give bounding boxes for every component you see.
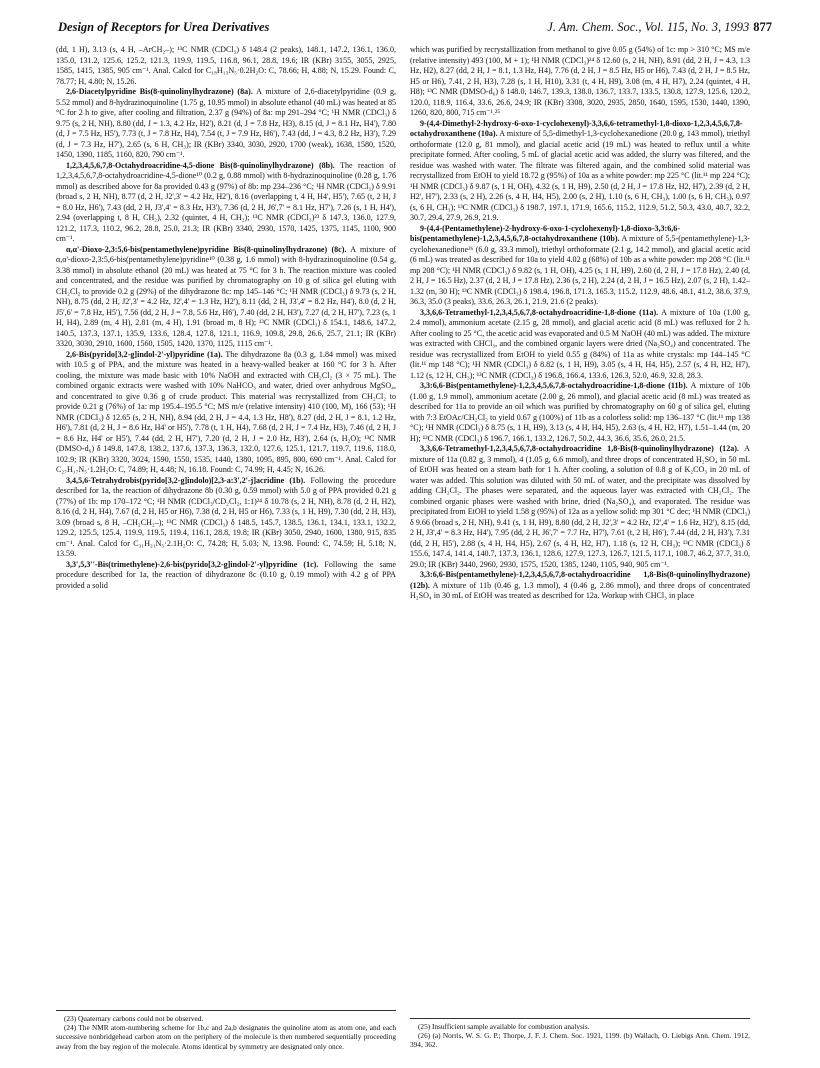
paragraph-body: A mixture of 11a (0.82 g, 3 mmol), 4 (1.05 g, 6.6 mmol), and three drops of concentrated H₂SO₄ in 50 mL of EtOH was heated on a steam bath for 1 h. After cooling, a solution of 0.8 g of K₂CO₃ in 20 mL of water was added. This solution was diluted with 50 mL of water, and the precipitate was dissolved by adding CH₂Cl₂. The phases were separated, and the aqueous layer was extracted with CH₂Cl₂. The combined organic phases were washed with brine, dried (Na₂SO₄), and evaporated. The residue was precipitated from EtOH to yield 1.58 g (95%) of 12a as a yellow solid: mp 301 °C dec; ¹H NMR (CDCl₃) δ 9.66 (broad s, 2 H, NH), 9.41 (s, 1 H, H9), 8.80 (dd, 2 H, J2',3' = 4.2 Hz, J2',4' = 1.6 Hz, H2'), 8.15 (dd, 2 H, J3',4' = 8.3 Hz, H4'), 7.95 (dd, 2 H, J6',7' = 7.7 Hz, H7'), 7.61 (t, 2 H, H6'), 7.44 (dd, 2 H, H3'), 7.31 (dd, 2 H, H5'), 2.88 (s, 4 H, H4, H5), 2.67 (s, 4 H, H2, H7), 1.18 (s, 12 H, CH₃); ¹³C NMR (CDCl₃) δ 155.6, 147.4, 141.4, 140.7, 137.3, 136.1, 128.6, 127.9, 127.3, 126.7, 121.5, 117.1, 108.7, 46.2, 37.7, 31.0, 29.0; IR (KBr) 3440, 2960, 2930, 1575, 1520, 1385, 1240, 1105, 940, 905 cm⁻¹. bbox=[410, 444, 750, 569]
paragraph bbox=[56, 87, 396, 161]
paragraph-body: A mixture of 10b (1.00 g, 1.9 mmol), ammonium acetate (2.00 g, 26 mmol), and glacial acetic acid (8 mL) was treated as described for 11a to provide an oil which was purified by chromatography on 60 g of silica gel, eluting with 7:3 EtOAc/CH₂Cl₂ to yield 0.67 g (100%) of 11b as a colorless solid: mp 136–137 °C (lit.¹¹ mp 138 °C); ¹H NMR (CDCl₃) δ 8.75 (s, 1 H, H9), 3.13 (s, 4 H, H4, H5), 2.63 (s, 4 H, H2, H7), 1.51–1.44 (m, 20 H); ¹³C NMR (CDCl₃) δ 196.7, 166.1, 133.2, 126.7, 50.2, 44.3, 36.6, 35.6, 26.0, 21.5. bbox=[410, 381, 750, 443]
left-column bbox=[56, 45, 396, 1007]
compound-heading: 3,3,6,6-Tetramethyl-1,2,3,4,5,6,7,8-octahydroacridine-1,8-dione (11a). bbox=[420, 307, 659, 317]
compound-heading: 3,3,6,6-Tetramethyl-1,2,3,4,5,6,7,8-octahydroacridine 1,8-Bis(8-quinolinylhydrazone) (12a). bbox=[420, 444, 739, 453]
paragraph bbox=[56, 245, 396, 350]
paragraph-body: Following the same procedure described for 1a, the reaction of dihydrazone 8c (0.10 g, 0.19 mmol) with 4.2 g of PPA provided a solid bbox=[56, 559, 396, 590]
paragraph: (dd, 1 H), 3.13 (s, 4 H, –ArCH₂–); ¹³C NMR (CDCl₃) δ 148.4 (2 peaks), 148.1, 147.2, 136.1, 136.0, 135.0, 131.2, 125.6, 125.2, 121.3, 119.9, 119.5, 116.8, 96.1, 28.8, 19.6; IR (KBr) 3155, 3055, 2925, 1585, 1415, 1385, 905 cm⁻¹. Anal. Calcd for C₁₈H₁₃N₅·0.2H₂O: C, 78.66; H, 4.88; N, 15.29. Found: C, 78.77; H, 4.80; N, 15.26. bbox=[56, 45, 396, 86]
paragraph bbox=[410, 570, 750, 602]
paragraph-body: A mixture of 10a (1.00 g, 2.4 mmol), ammonium acetate (2.15 g, 28 mmol), and glacial acetic acid (8 mL) was refluxed for 2 h. After cooling to 25 °C, the acetic acid was evaporated and 0.5 M NaOH (40 mL) was added. The mixture was extracted with CHCl₃, and the combined organic layers were dried (Na₂SO₄) and concentrated. The residue was recrystallized from EtOH to yield 0.55 g (84%) of 11a as white crystals: mp 144–145 °C (lit.¹¹ mp 148 °C); ¹H NMR (CDCl₃) δ 8.82 (s, 1 H, H9), 3.05 (s, 4 H, H4, H5), 2.57 (s, 4 H, H2, H7), 1.12 (s, 12 H, CH₃); ¹³C NMR (CDCl₃) δ 196.8, 166.4, 133.6, 126.3, 52.0, 46.9, 32.8, 28.3. bbox=[410, 307, 751, 380]
compound-heading: 1,2,3,4,5,6,7,8-Octahydroacridine-4,5-dione Bis(8-quinolinylhydrazone) (8b). bbox=[66, 160, 335, 170]
compound-heading: 2,6-Diacetylpyridine Bis(8-quinolinylhydrazone) (8a). bbox=[66, 87, 253, 96]
compound-heading: 9-(4,4-Dimethyl-2-hydroxy-6-oxo-1-cyclohexenyl)-3,3,6,6-tetramethyl-1,8-dioxo-1,2,3,4,5,6,7,8-octahydroxanthene (10a). bbox=[410, 118, 743, 138]
footnote: (23) Quaternary carbons could not be observed. bbox=[64, 1014, 204, 1023]
footnote: (26) (a) Norris, W. S. G. P.; Thorpe, J. F. J. Chem. Soc. 1921, 1199. (b) Wallach, O. Liebigs Ann. Chem. 1912, 394, 362. bbox=[410, 1031, 750, 1050]
compound-heading: 3,3:6,6-Bis(pentamethylene)-1,2,3,4,5,6,7,8-octahydroacridine 1,8-Bis(8-quinolinylhydrazone) (12b). bbox=[410, 570, 750, 590]
paragraph bbox=[410, 119, 750, 224]
paragraph bbox=[56, 161, 396, 245]
compound-heading: 9-(4,4-(Pentamethylene)-2-hydroxy-6-oxo-1-cyclohexenyl)-1,8-dioxo-3,3:6,6-bis(pentamethylene)-1,2,3,4,5,6,7,8-octahydroxanthene (10b). bbox=[410, 223, 680, 243]
paragraph-body: The dihydrazone 8a (0.3 g, 1.84 mmol) was mixed with 10.5 g of PPA, and the mixture was heated in a heavy-walled beaker at 160 °C for 3 h. After cooling, the mixture was made basic with 10% NaOH and extracted with CH₂Cl₂ (3 × 75 mL). The combined organic extracts were washed with 10% NaHCO₃ and water, dried over anhydrous MgSO₄, and concentrated to give 0.36 g of crude product. This material was recrystallized from CH₂Cl₂ to provide 0.21 g (76%) of 1a: mp 195.4–195.5 °C; MS m/e (relative intensity) 410 (100, M), 166 (53); ¹H NMR (CDCl₃) δ 12.65 (s, 2 H, NH), 8.94 (dd, 2 H, J = 4.4, 1.3 Hz, H8'), 8.27 (dd, 2 H, J = 8.1, 1.2 Hz, H6'), 7.81 (d, 2 H, J = 8.6 Hz, H4' or H5'), 7.78 (t, 1 H, H4), 7.68 (d, 2 H, J = 7.4 Hz, H3), 7.46 (d, 2 H, J = 8.6 Hz, H4' or H5'), 7.44 (dd, 2 H, H7'), 7.20 (d, 2 H, J = 2.0 Hz, H3'), 2.64 (s, H₂O); ¹³C NMR (DMSO-d₆) δ 149.8, 147.8, 138.2, 137.6, 137.3, 136.3, 132.0, 127.6, 125.1, 121.7, 119.7, 119.6, 118.0, 102.9; IR (KBr) 3320, 3024, 1590, 1550, 1535, 1440, 1380, 1095, 895, 800, 690 cm⁻¹. Anal. Calcd for C₂₇H₁₇N₅·1.2H₂O: C, 74.89; H, 4.48; N, 16.18. Found: C, 74.99; H, 4.45; N, 16.26. bbox=[56, 349, 396, 474]
paragraph-body: Following the procedure described for 1a, the reaction of dihydrazone 8b (0.30 g, 0.59 mmol) with 5.0 g of PPA provided 0.21 g (77%) of 1b: mp 170–172 °C; ¹H NMR (CDCl₃/CD₂Cl₂, 1:1)²⁴ δ 10.78 (s, 2 H, NH), 8.78 (d, 2 H, H2), 8.16 (d, 2 H, H4), 7.67 (d, 2 H, H5 or H6), 7.38 (d, 2 H, H5 or H6), 7.33 (s, 1 H, H9), 7.30 (dd, 2 H, H3), 3.09 (broad s, 8 H, –CH₂CH₂–); ¹³C NMR (CDCl₃) δ 148.5, 145.7, 138.5, 136.1, 134.1, 133.1, 132.2, 129.2, 125.5, 125.4, 119.9, 119.5, 119.4, 116.1, 28.8, 19.8; IR (KBr) 3050, 2940, 1600, 1380, 915, 835 cm⁻¹. Anal. Calcd for C₃₁H₂₁N₅·2.1H₂O: C, 74.28; H, 5.03; N, 13.98. Found: C, 74.59; H, 5.18; N, 13.59. bbox=[56, 475, 396, 558]
paragraph-body: A mixture of 5,5-(pentamethylene)-1,3-cyclohexanedione²⁶ (6.0 g, 33.3 mmol), triethyl orthoformate (2.1 g, 14.2 mmol), and glacial acetic acid (6 mL) was treated as described for 10a to yield 4.02 g (68%) of 10b as a white powder: mp 208 °C (lit.¹¹ mp 208 °C); ¹H NMR (CDCl₃) δ 9.82 (s, 1 H, OH), 4.25 (s, 1 H, H9), 2.60 (d, 2 H, J = 17.8 Hz), 2.40 (d, 2 H, J = 16.5 Hz), 2.37 (d, 2 H, J = 17.8 Hz), 2.36 (s, 2 H), 2.24 (d, 2 H, J = 16.5 Hz), 2.07 (s, 2 H), 1.42–1.32 (m, 30 H); ¹³C NMR (CDCl₃) δ 198.4, 196.8, 171.3, 165.3, 115.2, 112.9, 48.6, 48.1, 41.2, 38.6, 37.9, 36.3, 35.0 (3 peaks), 33.6, 26.3, 26.1, 21.9, 21.6 (2 peaks). bbox=[410, 234, 750, 306]
footnote: (24) The NMR atom-numbering scheme for 1b,c and 2a,b designates the quinoline atom as atom one, and each successive nonbridgehead carbon atom on the periphery of the molecule is then numbered sequentially proceeding away from the bay region of the molecule. Atoms identical by symmetry are designated only once. bbox=[56, 1023, 396, 1051]
compound-heading: 2,6-Bis(pyrido[3,2-g]indol-2'-yl)pyridine (1a). bbox=[66, 349, 223, 359]
footnotes-right bbox=[410, 1018, 750, 1050]
paragraph-body: A mixture of α,α'-dioxo-2,3:5,6-bis(pentamethylene)pyridine¹⁰ (0.38 g, 1.6 mmol) with 8-hydrazinoquinoline (0.54 g, 3.38 mmol) in absolute ethanol (20 mL) was heated at 75 °C for 3 h. The reaction mixture was cooled and concentrated, and the residue was purified by chromatography on 10 g of silica gel eluting with CH₂Cl₂ to provide 0.2 g (29%) of the dihydrazone 8c: mp 145–146 °C; ¹H NMR (CDCl₃) δ 9.73 (s, 2 H, NH), 8.75 (dd, 2 H, J2',3' = 4.2 Hz, J2',4' = 1.3 Hz, H2'), 8.11 (dd, 2 H, J3',4' = 8.2 Hz, H4'), 8.0 (d, 2 H, J5',6' = 7.8 Hz, H5'), 7.56 (dd, 2 H, J = 7.8, 5.6 Hz, H6'), 7.40 (dd, 2 H, H3'), 7.27 (d, 2 H, H7'), 7.23 (s, 1 H, H4), 2.89 (m, 4 H), 2.81 (m, 4 H), 1.91 (broad m, 8 H); ¹³C NMR (CDCl₃) δ 154.1, 148.6, 147.2, 140.5, 137.3, 137.1, 135.9, 133.6, 128.4, 127.8, 121.1, 116.9, 109.8, 29.8, 26.6, 25.7, 21.1; IR (KBr) 3320, 3030, 2910, 1600, 1560, 1505, 1420, 1370, 1125, 1115 cm⁻¹. bbox=[56, 244, 396, 348]
running-header bbox=[58, 20, 772, 38]
paragraph-body: A mixture of 2,6-diacetylpyridine (0.9 g, 5.52 mmol) and 8-hydrazinoquinoline (1.75 g, 10.95 mmol) in absolute ethanol (40 mL) was heated at 85 °C for 2 h to give, after cooling and filtration, 2.37 g (94%) of 8a: mp 291–294 °C; ¹H NMR (CDCl₃) δ 9.75 (s, 2 H, NH), 8.80 (dd, J = 1.3, 4.2 Hz, H2'), 8.21 (d, J = 7.8 Hz, H3), 8.15 (d, J = 8.1 Hz, H4'), 7.80 (d, J = 7.5 Hz, H5'), 7.73 (t, J = 7.8 Hz, H4), 7.54 (t, J = 7.9 Hz, H6'), 7.43 (dd, J = 4.3, 8.2 Hz, H3'), 7.29 (d, J = 7.3 Hz, H7'), 2.65 (s, 6 H, CH₃); IR (KBr) 3340, 3030, 2920, 1700 (weak), 1638, 1580, 1520, 1450, 1390, 1185, 1160, 820, 790 cm⁻¹. bbox=[56, 87, 396, 159]
article-title-header: Design of Receptors for Urea Derivatives bbox=[58, 20, 270, 34]
paragraph bbox=[56, 476, 396, 560]
journal-citation: J. Am. Chem. Soc., Vol. 115, No. 3, 1993 bbox=[547, 20, 750, 34]
footnote: (25) Insufficient sample available for combustion analysis. bbox=[418, 1022, 590, 1031]
paragraph bbox=[56, 350, 396, 476]
compound-heading: 3,4,5,6-Tetrahydrobis(pyrido[3,2-g]indolo)[2,3-a:3',2'-j]acridine (1b). bbox=[66, 475, 306, 485]
compound-heading: 3,3:6,6-Bis(pentamethylene)-1,2,3,4,5,6,7,8-octahydroacridine-1,8-dione (11b). bbox=[420, 381, 688, 390]
compound-heading: α,α'-Dioxo-2,3:5,6-bis(pentamethylene)pyridine Bis(8-quinolinylhydrazone) (8c). bbox=[66, 244, 347, 254]
journal-citation-header bbox=[547, 20, 772, 35]
paragraph bbox=[410, 381, 750, 444]
paragraph bbox=[56, 560, 396, 592]
compound-heading: 3,3',5,3''-Bis(trimethylene)-2,6-bis(pyrido[3,2-g]indol-2'-yl)pyridine (1c). bbox=[66, 559, 319, 569]
footnotes-left bbox=[56, 1010, 396, 1051]
paragraph bbox=[410, 224, 750, 308]
paragraph-body: A mixture of 11b (0.46 g, 1.3 mmol), 4 (0.46 g, 2.86 mmol), and three drops of concentrated H₂SO₄ in 30 mL of EtOH was treated as described for 12a. Workup with CHCl₃ in place bbox=[410, 580, 750, 600]
paragraph-body: The reaction of 1,2,3,4,5,6,7,8-octahydroacridine-4,5-dione¹⁰ (0.2 g, 0.88 mmol) with 8-hydrazinoquinoline (0.28 g, 1.76 mmol) as described above for 8a provided 0.43 g (97%) of 8b: mp 234–236 °C; ¹H NMR (CDCl₃) δ 9.91 (broad s, 2 H, NH), 8.77 (d, 2 H, J2',3' = 4.2 Hz, H2'), 8.16 (overlapping t, 4 H, H4', H5'), 7.65 (t, 2 H, J = 8.0 Hz, H6'), 7.43 (dd, 2 H, J3',4' = 8.3 Hz, H3'), 7.36 (d, 2 H, J6',7' = 8.1 Hz, H7'), 7.26 (s, 1 H, H4'), 2.94 (overlapping t, 8 H, CH₂), 2.32 (quintet, 4 H, CH₂); ¹³C NMR (CDCl₃)²³ δ 147.3, 136.0, 127.9, 121.2, 117.3, 110.2, 96.2, 28.8, 25.0, 21.3; IR (KBr) 3340, 2930, 1570, 1425, 1375, 1145, 1100, 900 cm⁻¹. bbox=[56, 160, 396, 243]
paragraph bbox=[410, 444, 750, 570]
paragraph bbox=[410, 308, 750, 382]
page-number: 877 bbox=[753, 20, 772, 34]
paragraph: which was purified by recrystallization from methanol to give 0.05 g (54%) of 1c: mp > 310 °C; MS m/e (relative intensity) 493 (100, M + 1); ¹H NMR (CDCl₃)²⁴ δ 12.60 (s, 2 H, NH), 8.91 (dd, 2 H, J = 4.3, 1.3 Hz, H2), 8.27 (dd, 2 H, J = 8.1, 1.3 Hz, H4), 7.76 (d, 2 H, J = 8.5 Hz, H5 or H6), 7.43 (d, 2 H, J = 8.5 Hz, H5 or H6), 7.41, 2 H, H3), 7.28 (s, 1 H, H10), 3.31 (t, 4 H, H9), 3.08 (m, 4 H, H7), 2.24 (quintet, 4 H, H8); ¹³C NMR (DMSO-d₆) δ 148.0, 146.7, 139.3, 138.0, 136.7, 133.7, 133.5, 130.8, 127.9, 125.6, 120.2, 120.0, 118.9, 116.4, 33.6, 26.6, 24.9; IR (KBr) 3308, 3020, 2935, 2850, 1640, 1595, 1530, 1440, 1390, 1260, 820, 800, 715 cm⁻¹.²⁵ bbox=[410, 45, 750, 117]
right-column bbox=[410, 45, 750, 1015]
paragraph-body: A mixture of 5,5-dimethyl-1,3-cyclohexanedione (20.0 g, 143 mmol), triethyl orthoformate (12.0 g, 81 mmol), and glacial acetic acid (19 mL) was heated to reflux until a white precipitate formed. After cooling, 5 mL of glacial acetic acid was added, the slurry was filtered, and the residue was washed with water. The filtrate was filtered again, and the combined solid material was recrystallized from EtOH to yield 18.72 g (95%) of 10a as a white powder: mp 225 °C (lit.¹¹ mp 224 °C); ¹H NMR (CDCl₃) δ 9.87 (s, 1 H, OH), 4.32 (s, 1 H, H9), 2.50 (d, 2 H, J = 17.8 Hz, H2, H7), 2.39 (d, 2 H, H2', H7'), 2.33 (s, 2 H), 2.26 (s, 4 H, H4, H5), 2.00 (s, 2 H), 1.10 (s, 6 H, CH₃), 1.00 (s, 6 H, CH₃), 0.97 (s, 6 H, CH₃); ¹³C NMR (CDCl₃) δ 198.7, 197.1, 171.9, 165.6, 115.2, 112.9, 51.2, 50.3, 43.0, 40.7, 32.2, 30.7, 29.4, 27.9, 26.9, 21.9. bbox=[410, 129, 750, 222]
